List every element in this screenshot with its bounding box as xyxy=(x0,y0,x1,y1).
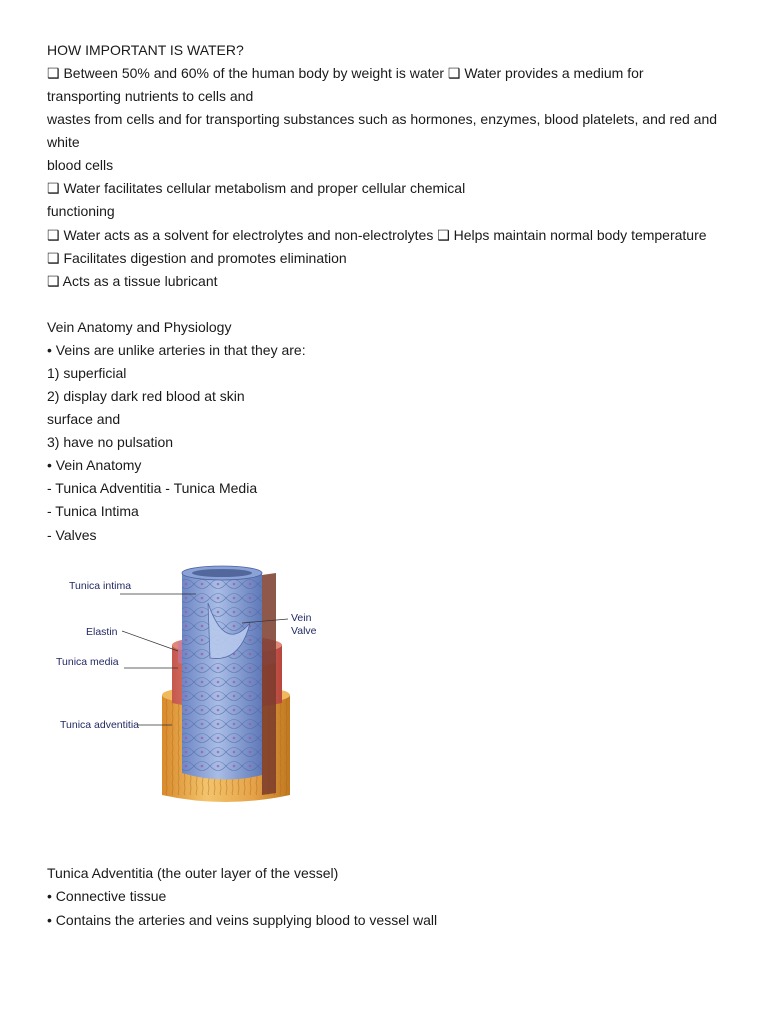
text-line: 1) superficial xyxy=(47,365,127,381)
vein-cross-section-graphic xyxy=(50,563,350,808)
label-tunica-media: Tunica media xyxy=(56,656,119,668)
text-line: wastes from cells and for transporting substances such as hormones, enzymes, blood platelets, and red and xyxy=(47,111,718,127)
text-line: • Vein Anatomy xyxy=(47,457,142,473)
label-vein: Vein xyxy=(291,612,312,624)
text-line: blood cells xyxy=(47,157,114,173)
section-heading-vein: Vein Anatomy and Physiology xyxy=(47,319,232,335)
text-line: ❑ Between 50% and 60% of the human body by weight is water ❑ Water provides a medium for xyxy=(47,65,644,81)
text-line: • Contains the arteries and veins supplying blood to vessel wall xyxy=(47,912,438,928)
text-line: ❑ Facilitates digestion and promotes elimination xyxy=(47,250,347,266)
text-line: • Veins are unlike arteries in that they are: xyxy=(47,342,306,358)
text-line: functioning xyxy=(47,203,115,219)
text-line: white xyxy=(47,134,80,150)
section-heading-water: HOW IMPORTANT IS WATER? xyxy=(47,42,244,58)
text-line: - Tunica Intima xyxy=(47,503,139,519)
label-tunica-intima: Tunica intima xyxy=(69,580,132,592)
vein-anatomy-illustration xyxy=(50,563,350,808)
text-line: ❑ Water facilitates cellular metabolism and proper cellular chemical xyxy=(47,180,466,196)
label-tunica-adventitia: Tunica adventitia xyxy=(60,719,139,731)
label-elastin: Elastin xyxy=(86,626,118,638)
text-line: ❑ Water acts as a solvent for electrolytes and non-electrolytes ❑ Helps maintain normal body temperature xyxy=(47,227,707,243)
text-line: • Connective tissue xyxy=(47,888,167,904)
text-line: transporting nutrients to cells and xyxy=(47,88,254,104)
text-line: - Valves xyxy=(47,527,97,543)
text-line: 2) display dark red blood at skin xyxy=(47,388,245,404)
text-line: - Tunica Adventitia - Tunica Media xyxy=(47,480,258,496)
text-line: surface and xyxy=(47,411,121,427)
text-line: 3) have no pulsation xyxy=(47,434,174,450)
section-heading-adventitia: Tunica Adventitia (the outer layer of the vessel) xyxy=(47,865,339,881)
text-line: ❑ Acts as a tissue lubricant xyxy=(47,273,218,289)
label-valve: Valve xyxy=(291,625,317,637)
